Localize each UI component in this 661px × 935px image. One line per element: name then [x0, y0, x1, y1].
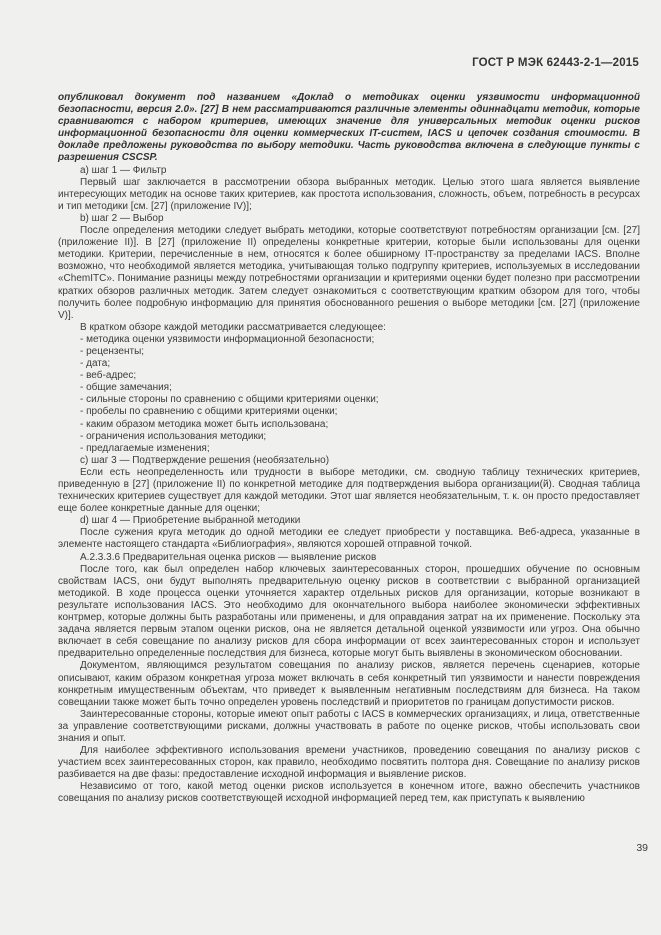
paragraph: Независимо от того, какой метод оценки рисков используется в конечном итоге, важно обеспечить участников совещания по анализу рисков соответствующей исходной информацией перед тем, как приступать к выявлению [58, 781, 640, 805]
list-item: - каким образом методика может быть использована; [80, 418, 329, 430]
page-number: 39 [636, 842, 648, 854]
section-heading: А.2.3.3.6 Предварительная оценка рисков — выявление рисков [80, 551, 377, 563]
doc-header: ГОСТ Р МЭК 62443-2-1—2015 [472, 57, 639, 69]
list-item: - ограничения использования методики; [80, 430, 267, 442]
paragraph: После того, как был определен набор ключевых заинтересованных сторон, прошедших обучение по основным свойствам IACS, они будут выполнять предварительную оценку рисков в соответствии с выбранной организацией методикой. В ходе процесса оценки уточняется характер отдельных рисков для организации, которые возникают в результате использования IACS. Это необходимо для окончательного выбора наиболее экономически эффективных контрмер, которые должны быть разработаны или применены, и для оправдания затрат на их применение. Поскольку эта задача является первым этапом оценки рисков, она не является детальной оценкой уязвимости или угроз. Она обычно включает в себя совещание по анализу рисков для сбора информации от всех заинтересованных сторон и использует предварительно определенные последствия для бизнеса, которые могут быть выявлены в экономическом обосновании. [58, 563, 640, 660]
paragraph: Первый шаг заключается в рассмотрении обзора выбранных методик. Целью этого шага является выявление интересующих методик на основе таких критериев, как простота использования, сложность, объем, потребность в ресурсах и тип методики [см. [27] (приложение IV)]; [58, 176, 640, 212]
paragraph: Заинтересованные стороны, которые имеют опыт работы с IACS в коммерческих организациях, и лица, ответственные за управление соответствующими рисками, должны участвовать в работе по оценке рисков, чтобы использовать свои знания и опыт. [58, 708, 640, 744]
list-item: - общие замечания; [80, 382, 172, 394]
paragraph: После определения методики следует выбрать методики, которые соответствуют потребностям организации [см. [27] (приложение II)]. В [27] (приложение II) определены конкретные критерии, которые были использованы для оценки методики. Критерии, перечисленные в нем, относятся к более обширному IT-пространству за пределами IACS. Вполне возможно, что необходимой является методика, учитывающая только подгруппу критериев, используемых в исследовании «ChemITC». Понимание разницы между потребностями организации и критериями оценки будет полезно при рассмотрении кратких обзоров различных методик. Затем следует ознакомиться с соответствующим кратким обзором для того, чтобы получить более подробную информацию для принятия обоснованного решения о выборе методики [см. [27] (приложение V)]. [58, 225, 640, 321]
intro-paragraph: опубликовал документ под названием «Доклад о методиках оценки уязвимости информационной безопасности, версия 2.0». [27] В нем рассматриваются различные элементы одиннадцати методик, которые сравниваются с набором критериев, имеющих значение для универсальных методик оценки рисков информационной безопасности для оценки коммерческих IT-систем, IACS и цепочек создания стоимости. В докладе предложены руководства по выбору методики. Часть руководства включена в следующие пункты с разрешения CSCSP. [58, 92, 640, 164]
paragraph: После сужения круга методик до одной методики ее следует приобрести у поставщика. Веб-адреса, указанные в элементе настоящего стандарта «Библиография», являются хорошей отправной точкой. [58, 527, 640, 551]
step-heading: d) шаг 4 — Приобретение выбранной методики [80, 515, 301, 527]
page-content [58, 92, 640, 806]
paragraph: Если есть неопределенность или трудности в выборе методики, см. сводную таблицу технических критериев, приведенную в [27] (приложение II) по конкретной методике для подтверждения выбора организации(й). Сводная таблица технических критериев существует для каждой методики. Этот шаг является необязательным, т. к. он просто предоставляет еще более конкретные данные для оценки; [58, 466, 640, 515]
paragraph: Документом, являющимся результатом совещания по анализу рисков, является перечень сценариев, которые описывают, каким образом конкретная угроза может включать в себя конкретный тип уязвимости и нанести повреждения конкретным имущественным объектам, что приведет к выявленным негативным последствиям для бизнеса. На таком совещании также может быть точно определен уровень последствий и приоритетов по границам допустимости рисков. [58, 660, 640, 708]
list-item: - веб-адрес; [80, 370, 137, 382]
step-heading: a) шаг 1 — Фильтр [80, 164, 167, 176]
step-heading: b) шаг 2 — Выбор [80, 212, 164, 224]
paragraph: В кратком обзоре каждой методики рассматривается следующее: [80, 321, 386, 333]
list-item: - методика оценки уязвимости информационной безопасности; [80, 333, 375, 345]
list-item: - пробелы по сравнению с общими критериями оценки; [80, 406, 338, 418]
list-item: - сильные стороны по сравнению с общими критериями оценки; [80, 394, 379, 406]
paragraph: Для наиболее эффективного использования времени участников, проведению совещания по анализу рисков с участием всех заинтересованных сторон, как правило, необходимо посвятить полтора дня. Совещание по анализу рисков разбивается на две фазы: предоставление исходной информация и выявление рисков. [58, 745, 640, 781]
list-item: - дата; [80, 358, 111, 370]
list-item: - рецензенты; [80, 345, 145, 357]
list-item: - предлагаемые изменения; [80, 442, 210, 454]
step-heading: c) шаг 3 — Подтверждение решения (необязательно) [80, 454, 330, 466]
